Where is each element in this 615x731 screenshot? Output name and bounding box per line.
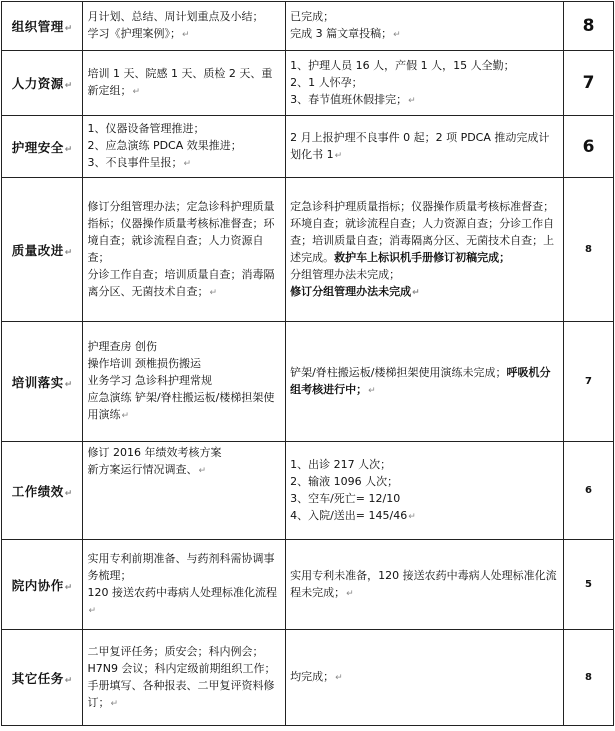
done-line: 铲架/脊柱搬运板/楼梯担架使用演练未完成；: [290, 365, 507, 379]
done-line: 3、春节值班休假排完；↵: [290, 92, 416, 106]
done-line: 已完成；: [290, 10, 335, 23]
done-cell: [286, 116, 564, 178]
category-cell: 培训落实↵: [2, 322, 83, 442]
done-line-bold: 修订分组管理办法未完成↵: [290, 284, 420, 298]
done-line: 实用专利未准备，120 接送农药中毒病人处理标准化流程未完成；↵: [290, 568, 557, 599]
category-cell: 质量改进↵: [2, 178, 83, 322]
plan-cell: [83, 116, 286, 178]
table-row: [2, 540, 614, 630]
done-line: 2、输液 1096 人次；: [290, 474, 399, 488]
done-line-bold: 呼吸机分组考核进行中；: [290, 365, 551, 396]
score-cell: 7: [564, 51, 614, 116]
done-line: 2 月上报护理不良事件 0 起；2 项 PDCA 推动完成计划化书 1↵: [290, 130, 550, 161]
table-row: [2, 51, 614, 116]
plan-line: 月计划、总结、周计划重点及小结；: [87, 10, 264, 23]
done-line: 3、空车/死亡= 12/10: [290, 491, 401, 505]
plan-line: 120 接送农药中毒病人处理标准化流程↵: [87, 585, 277, 616]
plan-line: 1、仪器设备管理推进；: [87, 122, 205, 135]
paragraph-mark-icon: ↵: [64, 582, 73, 593]
category-cell: 人力资源↵: [2, 51, 83, 116]
done-line: 2、1 人怀孕；: [290, 75, 363, 89]
category-cell: 院内协作↵: [2, 540, 83, 630]
done-line: 1、出诊 217 人次；: [290, 457, 392, 471]
done-line: 定急诊科护理质量指标；仪器操作质量考核标准督查；环境自查；就诊流程自查；人力资源自查；分诊工作自查；培训质量自查；消毒隔离分区、无菌技术自查；上述完成。: [290, 199, 555, 264]
plan-line: 学习《护理案例》；↵: [87, 27, 190, 40]
plan-cell: [83, 630, 286, 726]
done-cell: [286, 322, 564, 442]
table-row: [2, 2, 614, 51]
category-cell: 其它任务↵: [2, 630, 83, 726]
table-row: [2, 630, 614, 726]
paragraph-mark-icon: ↵: [393, 30, 401, 40]
plan-line: 培训 1 天、院感 1 天、质检 2 天、重新定组；↵: [87, 67, 273, 97]
plan-line: 3、不良事件呈报；↵: [87, 156, 191, 169]
plan-line: 应急演练 铲架/脊柱搬运板/楼梯担架使用演练↵: [87, 391, 275, 421]
paragraph-mark-icon: ↵: [334, 150, 343, 161]
plan-line: 修订 2016 年绩效考核方案: [87, 446, 222, 459]
paragraph-mark-icon: ↵: [121, 411, 129, 421]
done-cell: [286, 2, 564, 51]
paragraph-mark-icon: ↵: [209, 287, 217, 298]
done-line: 完成 3 篇文章投稿；↵: [290, 27, 401, 40]
plan-cell: [83, 51, 286, 116]
score-cell: 5: [564, 540, 614, 630]
plan-cell: [83, 2, 286, 51]
done-line: 分组管理办法未完成；: [290, 267, 401, 281]
paragraph-mark-icon: ↵: [64, 488, 73, 499]
plan-line: 二甲复评任务；质安会；科内例会；H7N9 会议；科内定级前期组织工作；手册填写、各种报表、二甲复评资料修订；↵: [87, 644, 276, 709]
paragraph-mark-icon: ↵: [408, 511, 416, 522]
score-cell: 7: [564, 322, 614, 442]
paragraph-mark-icon: ↵: [88, 605, 96, 616]
paragraph-mark-icon: ↵: [64, 247, 73, 258]
plan-line: 2、应急演练 PDCA 效果推进；: [87, 139, 242, 152]
plan-line: 护理查房 创伤: [87, 340, 157, 353]
plan-line: 业务学习 急诊科护理常规: [87, 374, 212, 387]
plan-line: 操作培训 颈椎损伤搬运: [87, 357, 201, 370]
done-line: 均完成；↵: [290, 670, 343, 683]
score-cell: 6: [564, 116, 614, 178]
paragraph-mark-icon: ↵: [64, 144, 73, 155]
plan-line: 实用专利前期准备、与药剂科需协调事务梳理；: [87, 551, 275, 582]
category-cell: 组织管理↵: [2, 2, 83, 51]
paragraph-mark-icon: ↵: [64, 81, 73, 91]
paragraph-mark-icon: ↵: [198, 466, 206, 476]
done-line: 1、护理人员 16 人，产假 1 人，15 人全勤；: [290, 58, 515, 72]
table-row: [2, 322, 614, 442]
paragraph-mark-icon: ↵: [408, 95, 416, 106]
table-row: [2, 442, 614, 540]
paragraph-mark-icon: ↵: [335, 673, 343, 683]
done-cell: [286, 540, 564, 630]
paragraph-mark-icon: ↵: [132, 87, 140, 97]
done-line-bold: 救护车上标识机手册修订初稿完成；: [334, 250, 511, 264]
table-row: [2, 116, 614, 178]
score-cell: 8: [564, 630, 614, 726]
paragraph-mark-icon: ↵: [64, 379, 73, 390]
paragraph-mark-icon: ↵: [181, 30, 190, 40]
done-line: 4、入院/送出= 145/46↵: [290, 508, 416, 522]
paragraph-mark-icon: ↵: [183, 159, 191, 169]
plan-line: 修订分组管理办法；定急诊科护理质量指标；仪器操作质量考核标准督查；环境自查；就诊流程自查；人力资源自查；: [87, 199, 275, 264]
score-cell: 8: [564, 2, 614, 51]
category-cell: 护理安全↵: [2, 116, 83, 178]
plan-cell: [83, 442, 286, 540]
paragraph-mark-icon: ↵: [368, 385, 376, 396]
done-cell: [286, 178, 564, 322]
table-row: [2, 178, 614, 322]
score-cell: 6: [564, 442, 614, 540]
done-cell: [286, 51, 564, 116]
paragraph-mark-icon: ↵: [110, 698, 118, 709]
plan-line: 分诊工作自查；培训质量自查；消毒隔离分区、无菌技术自查；↵: [87, 267, 275, 298]
plan-cell: [83, 178, 286, 322]
paragraph-mark-icon: ↵: [64, 24, 73, 34]
paragraph-mark-icon: ↵: [412, 287, 420, 298]
work-summary-table: [1, 1, 614, 726]
paragraph-mark-icon: ↵: [64, 675, 73, 686]
done-cell: [286, 630, 564, 726]
score-cell: 8: [564, 178, 614, 322]
plan-line: 新方案运行情况调查、↵: [87, 463, 206, 476]
category-cell: 工作绩效↵: [2, 442, 83, 540]
done-cell: [286, 442, 564, 540]
paragraph-mark-icon: ↵: [346, 588, 354, 599]
plan-cell: [83, 540, 286, 630]
plan-cell: [83, 322, 286, 442]
